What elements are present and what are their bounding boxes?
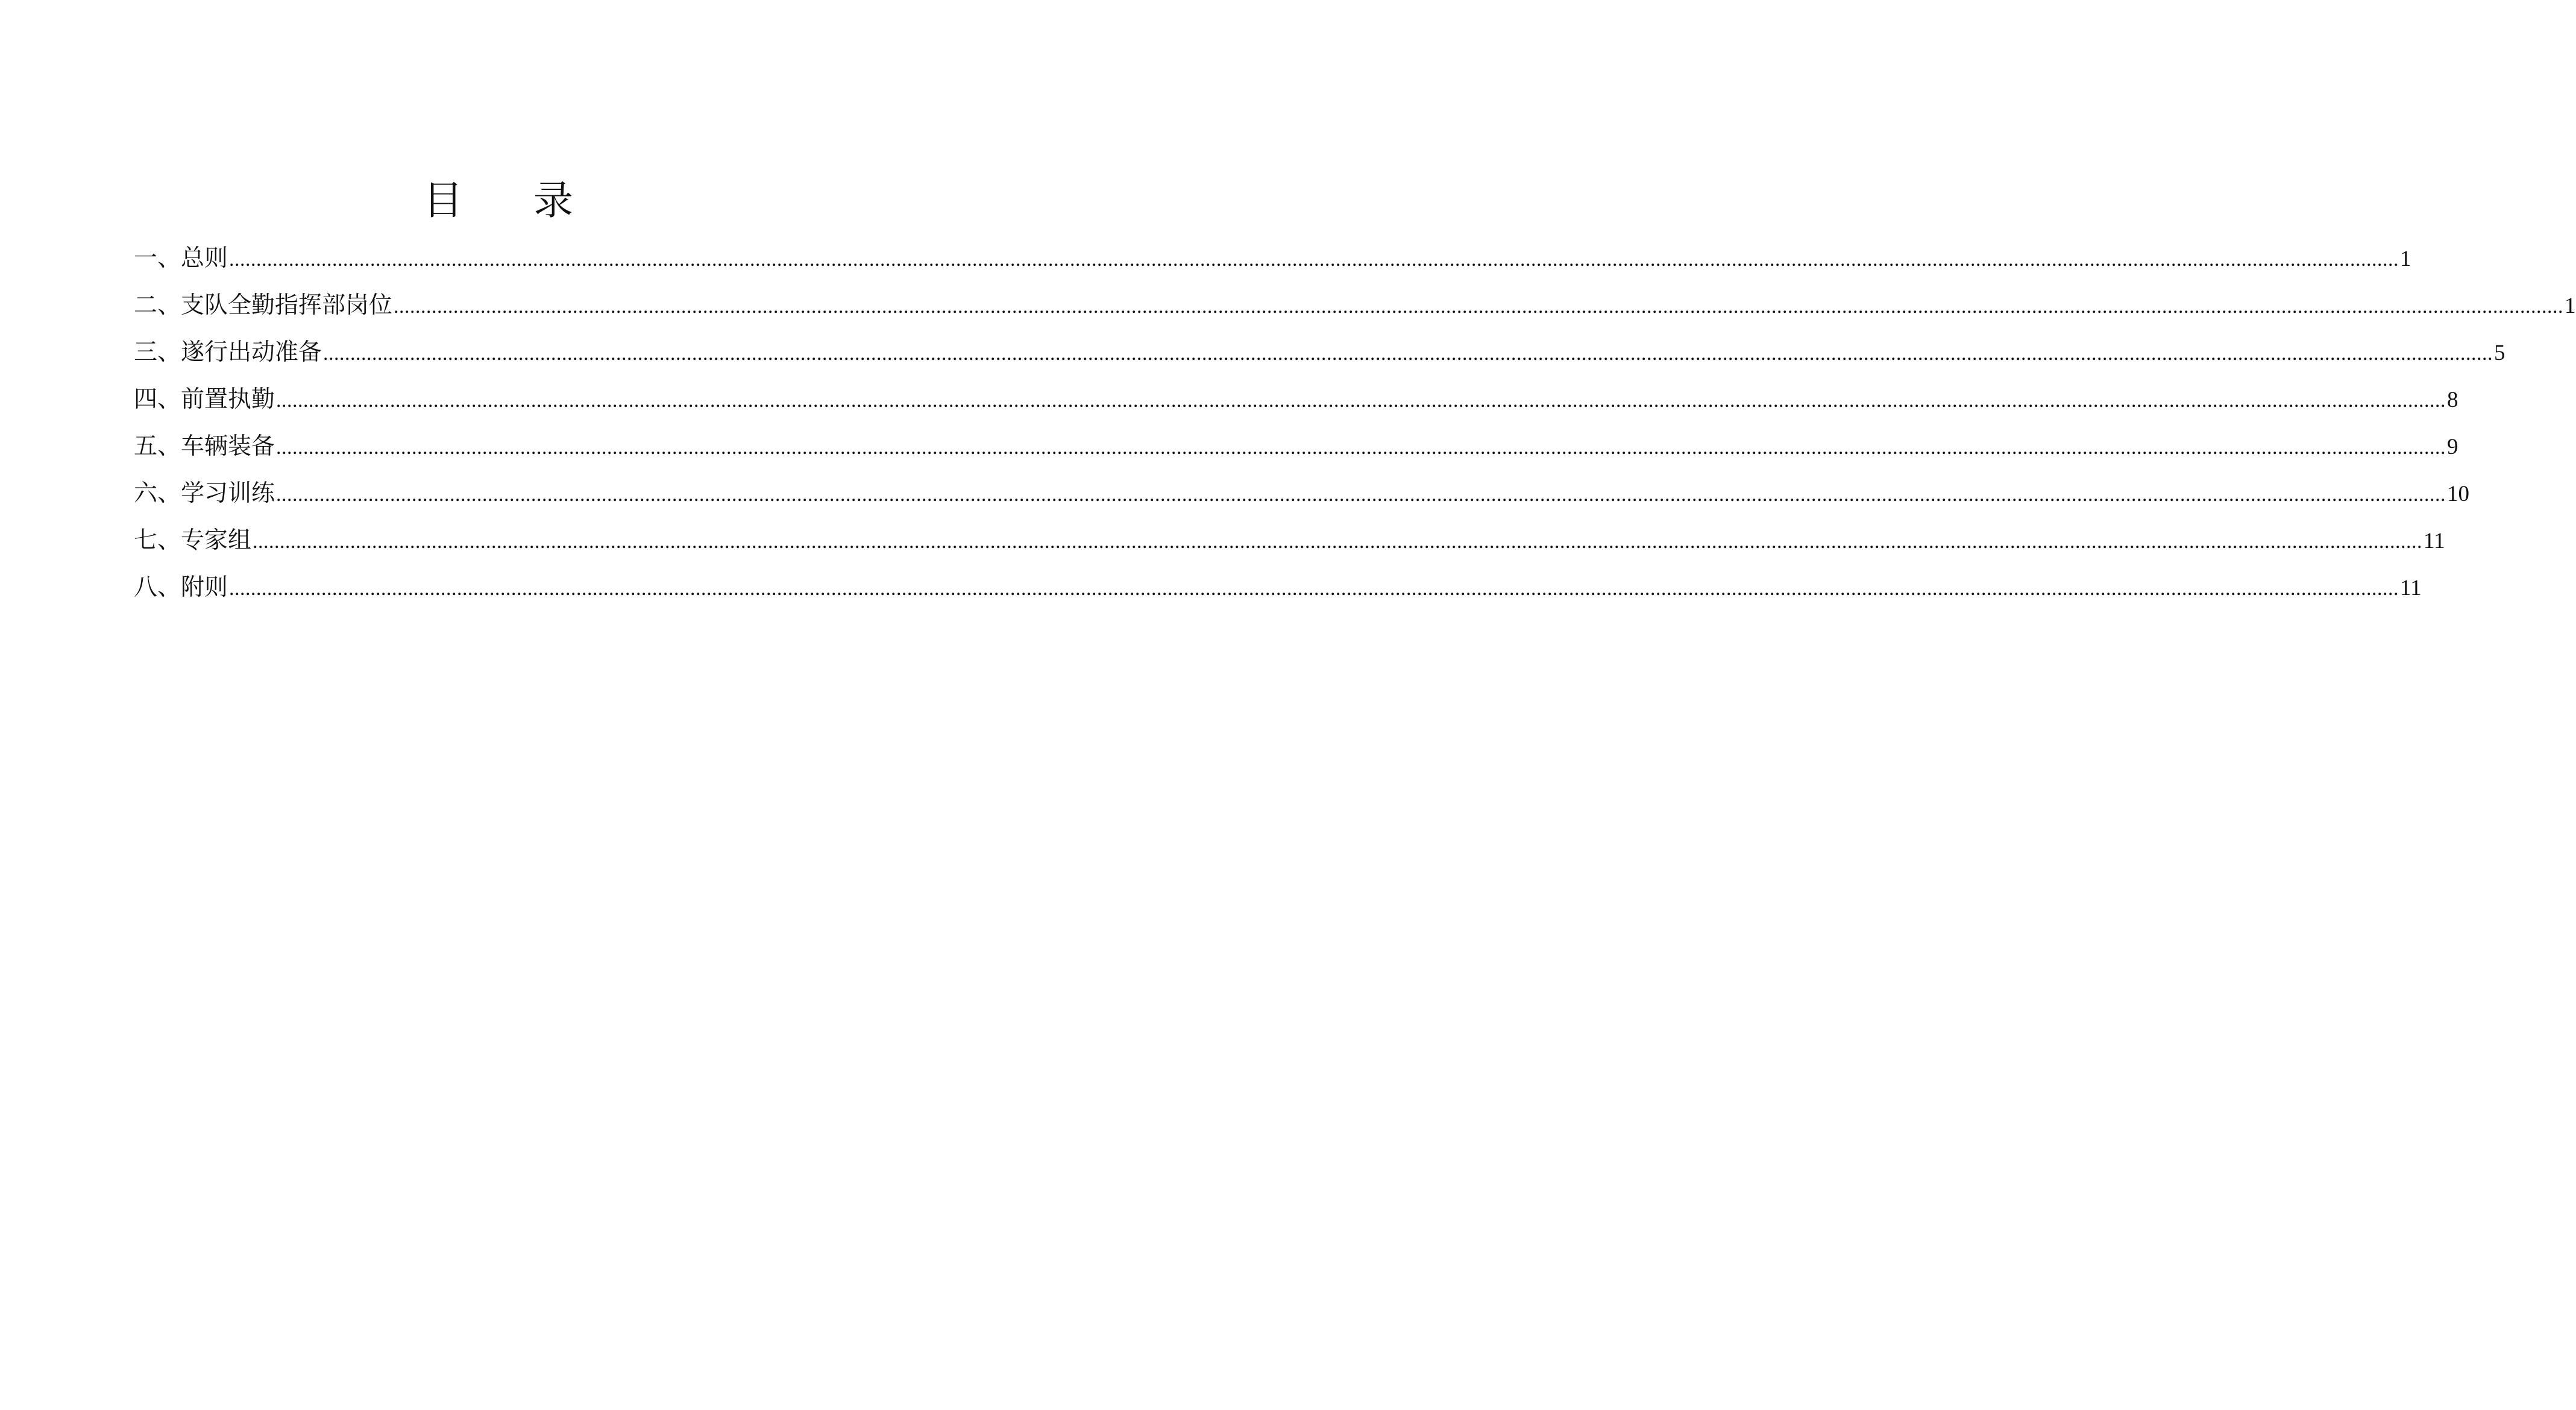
toc-entry[interactable] [134, 235, 2411, 282]
dot-leader: ................................................................................................................................................................................................................................................................................................................................................................................................................ [276, 436, 2446, 459]
toc-page-number: 10 [2447, 482, 2470, 506]
dot-leader: ................................................................................................................................................................................................................................................................................................................................................................................................................ [323, 342, 2493, 365]
toc-page-number: 1 [2565, 294, 2576, 318]
toc-page-number: 11 [2400, 576, 2422, 600]
toc-entry[interactable] [134, 329, 2505, 376]
toc-entry-label: 一、总则 [134, 245, 228, 272]
toc-entry-label: 六、学习训练 [134, 480, 275, 507]
toc-entry-label: 二、支队全勤指挥部岗位 [134, 292, 393, 319]
toc-entry[interactable] [134, 470, 2470, 517]
dot-leader: ................................................................................................................................................................................................................................................................................................................................................................................................................ [276, 389, 2446, 412]
toc-entry[interactable] [134, 564, 2422, 611]
toc-entry-label: 五、车辆装备 [134, 433, 275, 460]
toc-entry[interactable] [134, 376, 2458, 423]
toc-entry-label: 四、前置执勤 [134, 386, 275, 413]
toc-entry[interactable] [134, 423, 2458, 470]
dot-leader: ................................................................................................................................................................................................................................................................................................................................................................................................................ [394, 295, 2564, 318]
toc-entry-label: 八、附则 [134, 574, 228, 601]
dot-leader: ................................................................................................................................................................................................................................................................................................................................................................................................................ [229, 248, 2399, 271]
toc-page-number: 8 [2447, 388, 2458, 412]
toc-page-number: 11 [2424, 529, 2445, 553]
toc-entry-label: 三、遂行出动准备 [134, 339, 322, 366]
toc-title: 目 录 [423, 177, 602, 224]
dot-leader: ................................................................................................................................................................................................................................................................................................................................................................................................................ [229, 578, 2399, 600]
toc-page-number: 5 [2494, 341, 2505, 365]
dot-leader: ................................................................................................................................................................................................................................................................................................................................................................................................................ [253, 530, 2423, 553]
toc-entry[interactable] [134, 517, 2445, 564]
toc-page-number: 1 [2400, 247, 2411, 271]
toc-entry[interactable] [134, 282, 2576, 329]
toc-page-number: 9 [2447, 435, 2458, 459]
dot-leader: ................................................................................................................................................................................................................................................................................................................................................................................................................ [276, 483, 2446, 506]
toc-entry-label: 七、专家组 [134, 527, 252, 554]
table-of-contents [134, 235, 2576, 611]
